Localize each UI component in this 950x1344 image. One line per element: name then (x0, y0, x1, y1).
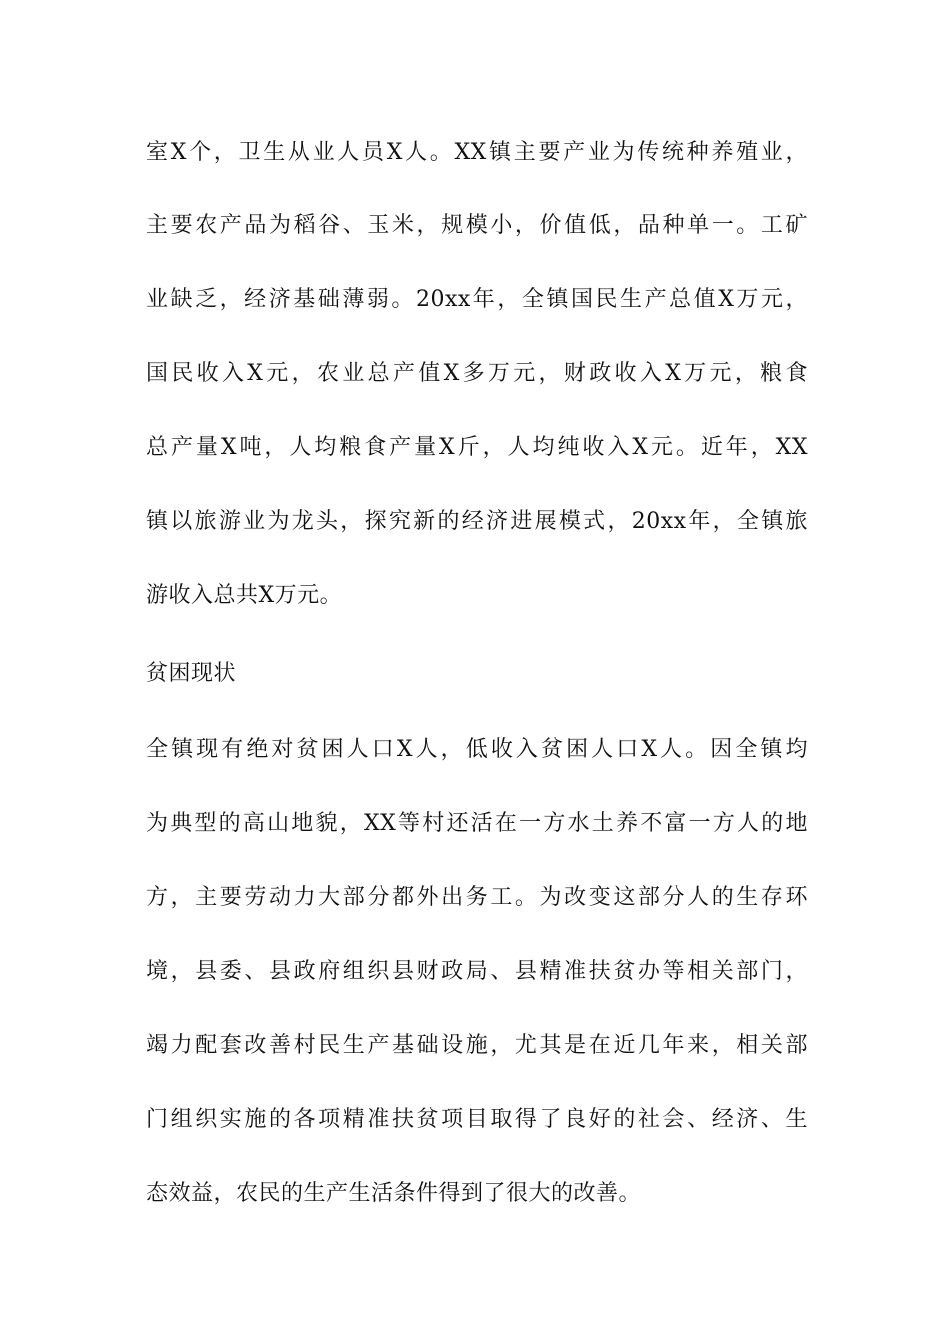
paragraph-2-line-1: 全镇现有绝对贫困人口X人，低收入贫困人口X人。因全镇均 (146, 737, 808, 762)
paragraph-1-line-5: 总产量X吨，人均粮食产量X斤，人均纯收入X元。近年，XX (146, 435, 808, 460)
paragraph-1-line-4: 国民收入X元，农业总产值X多万元，财政收入X万元，粮食 (146, 361, 808, 386)
paragraph-1-line-7: 游收入总共X万元。 (146, 583, 343, 608)
paragraph-2-line-6: 门组织实施的各项精准扶贫项目取得了良好的社会、经济、生 (146, 1107, 808, 1132)
paragraph-2-line-4: 境，县委、县政府组织县财政局、县精准扶贫办等相关部门， (146, 959, 808, 984)
paragraph-1-line-2: 主要农产品为稻谷、玉米，规模小，价值低，品种单一。工矿 (146, 213, 808, 238)
paragraph-1-line-1: 室X个，卫生从业人员X人。XX镇主要产业为传统种养殖业， (146, 140, 808, 165)
paragraph-2-line-2: 为典型的高山地貌，XX等村还活在一方水土养不富一方人的地 (146, 811, 808, 836)
paragraph-1-line-6: 镇以旅游业为龙头，探究新的经济进展模式，20xx年，全镇旅 (146, 509, 808, 534)
paragraph-2-line-5: 竭力配套改善村民生产基础设施，尤其是在近几年来，相关部 (146, 1033, 808, 1058)
section-heading: 贫困现状 (146, 661, 237, 686)
paragraph-2-line-3: 方，主要劳动力大部分都外出务工。为改变这部分人的生存环 (146, 885, 808, 910)
paragraph-2-line-7: 态效益，农民的生产生活条件得到了很大的改善。 (146, 1181, 642, 1206)
paragraph-1-line-3: 业缺乏，经济基础薄弱。20xx年，全镇国民生产总值X万元， (146, 287, 808, 312)
